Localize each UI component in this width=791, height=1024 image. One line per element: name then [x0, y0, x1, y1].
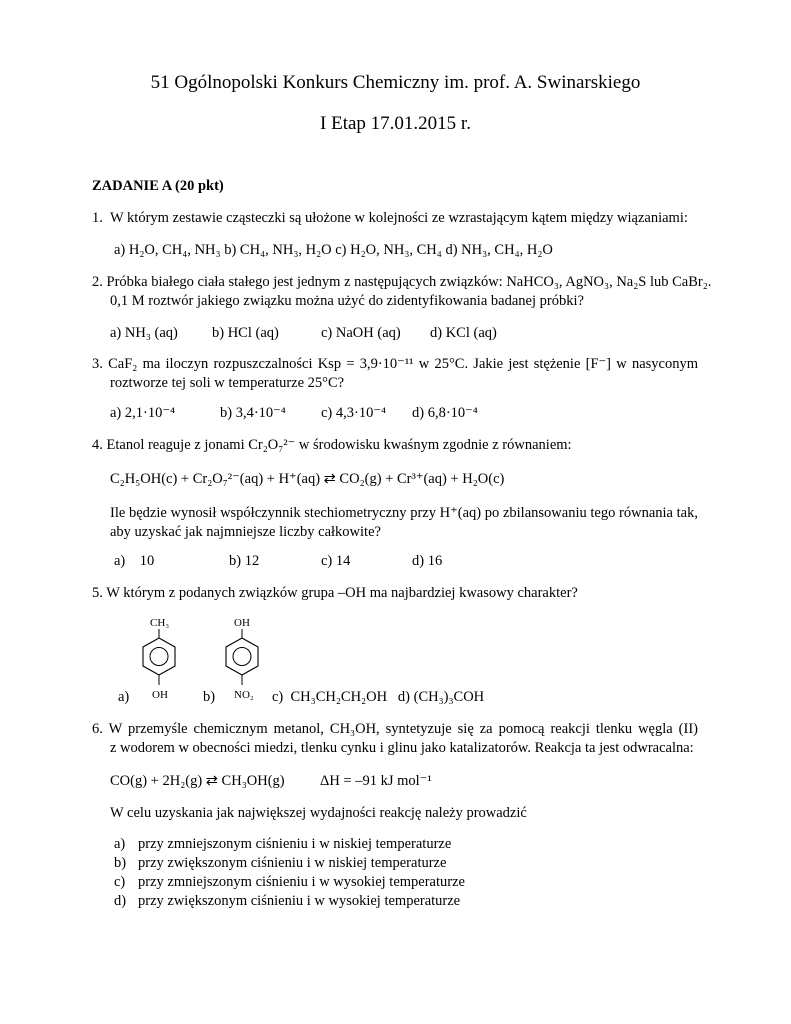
q6-option-b-text: przy zwiększonym ciśnieniu i w niskiej temperaturze: [138, 855, 447, 871]
q6-option-b: [114, 855, 447, 872]
q3-option-a: a) 2,1·10⁻⁴: [110, 405, 176, 421]
section-title: ZADANIE A (20 pkt): [92, 178, 224, 194]
question-4-line-1: 4. Etanol reaguje z jonami Cr₂O₇²⁻ w środowisku kwaśnym zgodnie z równaniem:: [92, 437, 572, 453]
q4-option-b: b) 12: [229, 553, 260, 569]
q3-option-d: d) 6,8·10⁻⁴: [412, 405, 478, 421]
q2-option-b: b) HCl (aq): [212, 325, 279, 341]
question-6-line-1: 6. W przemyśle chemicznym metanol, CH₃OH, syntetyzuje się za pomocą reakcji tlenku węgla (II): [92, 721, 698, 737]
q6-option-a-text: przy zmniejszonym ciśnieniu i w niskiej temperaturze: [138, 836, 452, 852]
page-title: 51 Ogólnopolski Konkurs Chemiczny im. prof. A. Swinarskiego: [150, 72, 641, 93]
question-4-question-line-2: aby uzyskać jak najmniejsze liczby całkowite?: [110, 524, 381, 540]
structure-a-p-cresol: [128, 612, 188, 704]
question-6-line-2: z wodorem w obecności miedzi, tlenku cynku i glinu jako katalizatorów. Reakcja ta jest odwracalna:: [110, 740, 694, 756]
q1-option-a: a) H₂O, CH₄, NH₃: [114, 242, 221, 258]
question-6-lead: W celu uzyskania jak największej wydajności reakcję należy prowadzić: [110, 805, 527, 821]
q6-option-c: [114, 874, 465, 891]
question-4-equation: C₂H₅OH(c) + Cr₂O₇²⁻(aq) + H⁺(aq) ⇄ CO₂(g) + Cr³⁺(aq) + H₂O(c): [110, 471, 505, 487]
q1-option-d: d) NH₃, CH₄, H₂O: [445, 242, 553, 258]
page-subtitle: I Etap 17.01.2015 r.: [320, 113, 471, 134]
q1-option-b: b) CH₄, NH₃, H₂O: [224, 242, 332, 258]
question-3-line-2: roztworze tej soli w temperaturze 25°C?: [110, 375, 345, 391]
q6-option-d-text: przy zwiększonym ciśnieniu i w wysokiej temperaturze: [138, 893, 461, 909]
q4-option-a: a) 10: [114, 553, 155, 569]
question-5-line-1: 5. W którym z podanych związków grupa –OH ma najbardziej kwasowy charakter?: [92, 585, 578, 601]
question-2-line-2: 0,1 M roztwór jakiego związku można użyć do zidentyfikowania badanej próbki?: [110, 293, 584, 309]
q5-option-b: b): [203, 689, 216, 705]
question-1-number: 1.: [92, 210, 103, 226]
question-1-options: [114, 242, 553, 259]
question-1-text: W którym zestawie cząsteczki są ułożone w kolejności ze wzrastającym kątem między wiązaniami:: [110, 210, 688, 226]
structure-b-p-nitrophenol: [214, 612, 274, 704]
q6-option-a: [114, 836, 452, 853]
q2-option-a: a) NH₃ (aq): [110, 325, 178, 341]
question-6-equation: CO(g) + 2H₂(g) ⇄ CH₃OH(g): [110, 773, 285, 789]
question-6-enthalpy: ΔH = –91 kJ mol⁻¹: [320, 773, 432, 789]
q4-option-c: c) 14: [321, 553, 351, 569]
q6-option-a-letter: a): [114, 836, 126, 852]
q6-option-c-text: przy zmniejszonym ciśnieniu i w wysokiej temperaturze: [138, 874, 465, 890]
q1-option-c: c) H₂O, NH₃, CH₄: [335, 242, 442, 258]
q2-option-d: d) KCl (aq): [430, 325, 497, 341]
question-2-line-1: 2. Próbka białego ciała stałego jest jednym z następujących związków: NaHCO₃, AgNO₃, Na₂S lub CaBr₂.: [92, 274, 712, 290]
q3-option-b: b) 3,4·10⁻⁴: [220, 405, 286, 421]
structure-b-bottom-label: NO₂: [234, 689, 254, 701]
structure-a-top-label: CH₃: [150, 617, 170, 629]
structure-b-top-label: OH: [234, 617, 250, 629]
q3-option-c: c) 4,3·10⁻⁴: [321, 405, 387, 421]
q4-option-d: d) 16: [412, 553, 443, 569]
q6-option-c-letter: c): [114, 874, 126, 890]
q6-option-d: [114, 893, 461, 910]
q5-options-c-d: c) CH₃CH₂CH₂OH d) (CH₃)₃COH: [272, 689, 485, 705]
question-3-line-1: 3. CaF₂ ma iloczyn rozpuszczalności Ksp = 3,9·10⁻¹¹ w 25°C. Jakie jest stężenie [F⁻] w nasyconym: [92, 356, 698, 372]
q6-option-b-letter: b): [114, 855, 127, 871]
q6-option-d-letter: d): [114, 893, 127, 909]
structure-a-bottom-label: OH: [152, 689, 168, 701]
question-4-question-line-1: Ile będzie wynosił współczynnik stechiometryczny przy H⁺(aq) po zbilansowaniu tego równania tak,: [110, 505, 698, 521]
q2-option-c: c) NaOH (aq): [321, 325, 401, 341]
q5-option-a: a): [118, 689, 130, 705]
